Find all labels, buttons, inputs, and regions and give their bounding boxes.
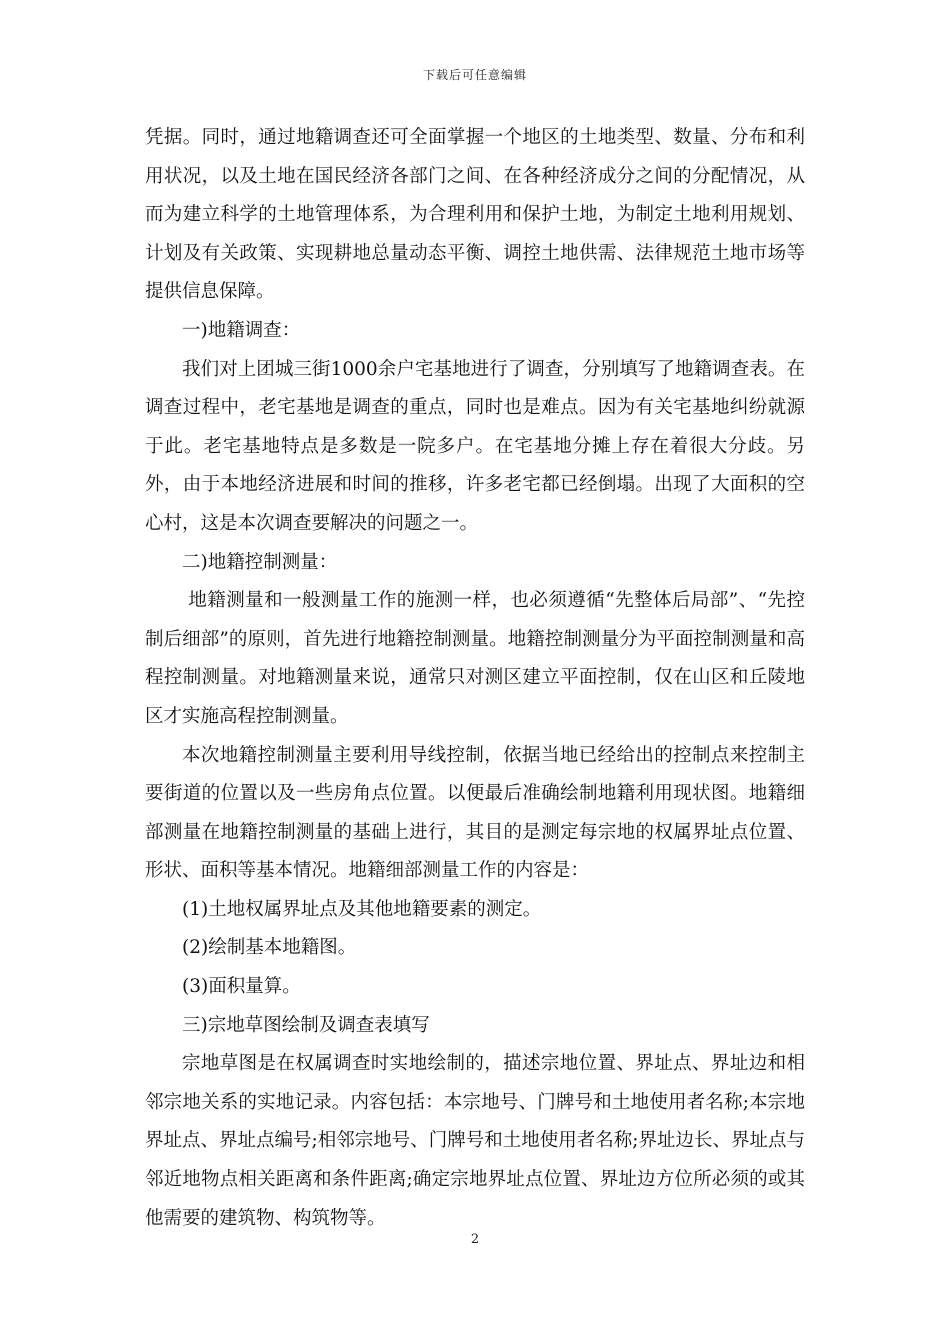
page-number: 2 <box>470 1232 480 1247</box>
list-item-boundary-points: (1)土地权属界址点及其他地籍要素的测定。 <box>182 898 542 920</box>
paragraph-survey-details: 我们对上团城三街1000余户宅基地进行了调查，分别填写了地籍调查表。在调查过程中，老宅基地是调查的重点，同时也是难点。因为有关宅基地纠纷就源于此。老宅基地特点是多数是一院多户。在宅基地分摊上存在着很大分歧。另外，由于本地经济进展和时间的推移，许多老宅都已经倒塌。出现了大面积的空心村，这是本次调查要解决的问题之一。 <box>145 358 805 534</box>
paragraph-traverse-control: 本次地籍控制测量主要利用导线控制，依据当地已经给出的控制点来控制主要街道的位置以及一些房角点位置。以便最后准确绘制地籍利用现状图。地籍细部测量在地籍控制测量的基础上进行，其目的是测定每宗地的权属界址点位置、形状、面积等基本情况。地籍细部测量工作的内容是： <box>145 744 805 882</box>
section-heading-control-survey: 二)地籍控制测量： <box>182 551 338 573</box>
paragraph-continuation: 凭据。同时，通过地籍调查还可全面掌握一个地区的土地类型、数量、分布和利用状况，以及土地在国民经济各部门之间、在各种经济成分之间的分配情况，从而为建立科学的土地管理体系，为合理利用和保护土地，为制定土地利用规划、计划及有关政策、实现耕地总量动态平衡、调控土地供需、法律规范土地市场等提供信息保障。 <box>145 127 805 303</box>
paragraph-parcel-sketch: 宗地草图是在权属调查时实地绘制的，描述宗地位置、界址点、界址边和相邻宗地关系的实地记录。内容包括：本宗地号、门牌号和土地使用者名称;本宗地界址点、界址点编号;相邻宗地号、门牌号和土地使用者名称;界址边长、界址点与邻近地物点相关距离和条件距离;确定宗地界址点位置、界址边方位所必须的或其他需要的建筑物、构筑物等。 <box>145 1053 805 1229</box>
page-header: 下载后可任意编辑 <box>422 68 527 82</box>
document-body <box>145 119 805 1238</box>
paragraph-control-survey-principles: 地籍测量和一般测量工作的施测一样，也必须遵循“先整体后局部”、“先控制后细部”的原则，首先进行地籍控制测量。地籍控制测量分为平面控制测量和高程控制测量。对地籍测量来说，通常只对测区建立平面控制，仅在山区和丘陵地区才实施高程控制测量。 <box>145 590 805 727</box>
section-heading-cadastral-survey: 一)地籍调查： <box>182 319 301 341</box>
list-item-area-calculation: (3)面积量算。 <box>182 976 301 998</box>
section-heading-parcel-sketch: 三)宗地草图绘制及调查表填写 <box>182 1014 430 1036</box>
list-item-base-map: (2)绘制基本地籍图。 <box>182 937 357 959</box>
